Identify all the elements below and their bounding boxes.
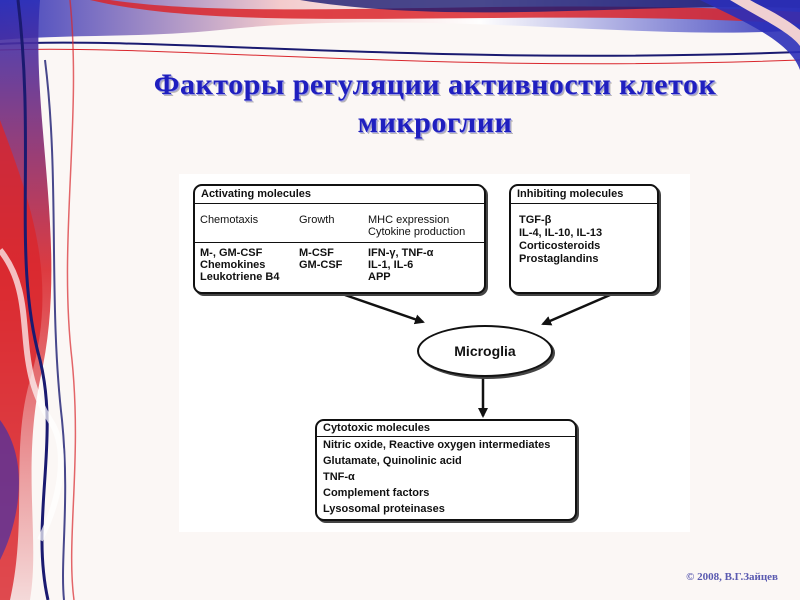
chemotaxis-item: Leukotriene B4 bbox=[200, 271, 280, 283]
inhibiting-list bbox=[511, 204, 657, 266]
microglia-node: Microglia bbox=[417, 325, 553, 377]
cytotoxic-item: Complement factors bbox=[323, 487, 430, 499]
activating-molecules-header: Activating molecules bbox=[195, 186, 484, 204]
copyright-notice: © 2008, В.Г.Зайцев bbox=[686, 571, 778, 583]
growth-item: M-CSF bbox=[299, 247, 334, 259]
cytotoxic-molecules-header: Cytotoxic molecules bbox=[317, 421, 575, 437]
cytotoxic-item: Glutamate, Quinolinic acid bbox=[323, 455, 462, 467]
inhibiting-item: Prostaglandins bbox=[519, 253, 599, 265]
cytotoxic-item: TNF-α bbox=[323, 471, 355, 483]
growth-heading: Growth bbox=[299, 214, 335, 226]
inhibiting-item: IL-4, IL-10, IL-13 bbox=[519, 227, 603, 239]
inhibiting-item: TGF-β bbox=[519, 214, 552, 226]
chemotaxis-item: Chemokines bbox=[200, 259, 266, 271]
mhc-item: IL-1, IL-6 bbox=[368, 259, 414, 271]
arrow-activating-to-microglia bbox=[345, 295, 423, 322]
mhc-heading bbox=[368, 214, 465, 238]
mhc-heading-line-2: Cytokine production bbox=[368, 226, 466, 238]
slide-title-line-2: микроглии bbox=[357, 106, 513, 139]
arrow-inhibiting-to-microglia bbox=[543, 295, 610, 324]
cytotoxic-item: Lysosomal proteinases bbox=[323, 503, 445, 515]
inhibiting-molecules-box bbox=[509, 184, 659, 294]
cytotoxic-item: Nitric oxide, Reactive oxygen intermediates bbox=[323, 439, 551, 451]
cytotoxic-molecules-box bbox=[315, 419, 577, 521]
activating-divider bbox=[195, 242, 484, 243]
chemotaxis-item: M-, GM-CSF bbox=[200, 247, 263, 259]
chemotaxis-heading: Chemotaxis bbox=[200, 214, 259, 226]
mhc-heading-line-1: MHC expression bbox=[368, 214, 450, 226]
activating-molecules-box bbox=[193, 184, 486, 294]
growth-item: GM-CSF bbox=[299, 259, 343, 271]
inhibiting-item: Corticosteroids bbox=[519, 240, 601, 252]
slide-title-line-1: Факторы регуляции активности клеток bbox=[153, 68, 717, 101]
chemotaxis-list bbox=[200, 247, 279, 283]
mhc-list bbox=[368, 247, 433, 283]
slide-title bbox=[90, 66, 780, 142]
mhc-item: APP bbox=[368, 271, 391, 283]
microglia-regulation-diagram bbox=[179, 174, 690, 532]
growth-list bbox=[299, 247, 342, 271]
inhibiting-molecules-header: Inhibiting molecules bbox=[511, 186, 657, 204]
mhc-item: IFN-γ, TNF-α bbox=[368, 247, 434, 259]
